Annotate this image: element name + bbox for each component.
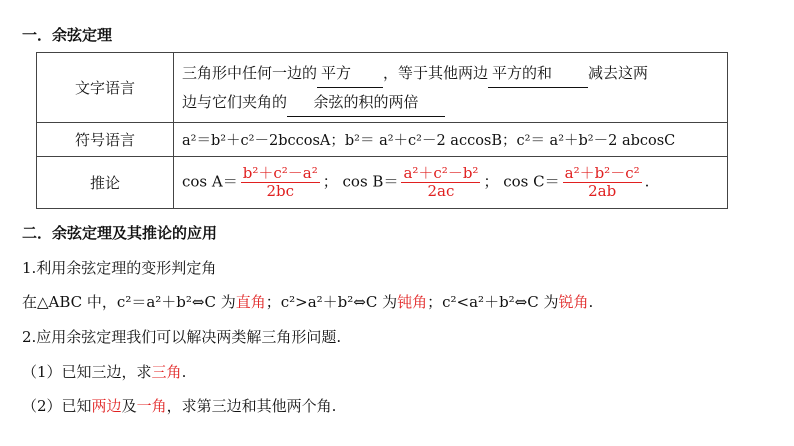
case2-mid: 及 (121, 397, 137, 415)
row-label: 符号语言 (37, 123, 174, 157)
verbal-text-c: 减去这两 (588, 63, 649, 82)
verbal-text-d: 边与它们夹角的 (182, 92, 288, 111)
item2-title: 2.应用余弦定理我们可以解决两类解三角形问题. (22, 328, 342, 346)
cosA-denominator: 2bc (266, 182, 294, 200)
separator: ； (322, 172, 338, 191)
row-label: 文字语言 (37, 53, 174, 123)
section1-title: 一．余弦定理 (22, 26, 113, 44)
criteria-mid1: ；c²>a²＋b²⇔C 为 (265, 293, 398, 311)
criteria-mid2: ；c²<a²＋b²⇔C 为 (427, 293, 559, 311)
cosA-label: cos A＝ (182, 172, 238, 191)
cosine-law-table (36, 52, 728, 209)
cosB-numerator: a²＋c²－b² (403, 164, 479, 182)
verbal-statement (174, 53, 728, 123)
table-row-corollary (37, 157, 728, 209)
case1-pre: （1）已知三边，求 (22, 363, 152, 381)
cosC-numerator: a²＋b²－c² (564, 164, 640, 182)
item1-criteria (22, 291, 593, 312)
corollary-formulas (174, 157, 728, 209)
right-angle-answer: 直角 (235, 293, 266, 311)
symbolic-formula: a²＝b²＋c²－2bccosA；b²＝ a²＋c²－2 accosB；c²＝ a²＋b²－2 abcosC (174, 123, 728, 157)
verbal-text-a: 三角形中任何一边的 (182, 63, 318, 82)
case1-answer: 三角 (151, 363, 182, 381)
cosC-fraction (563, 165, 642, 200)
criteria-end: . (588, 293, 594, 311)
obtuse-angle-answer: 钝角 (397, 293, 428, 311)
cosB-label: cos B＝ (342, 172, 399, 191)
case2-line (22, 395, 336, 416)
cosC-label: cos C＝ (503, 172, 560, 191)
case1-line (22, 361, 186, 382)
case2-pre: （2）已知 (22, 397, 92, 415)
section2-title: 二．余弦定理及其推论的应用 (22, 224, 218, 242)
case2-answer-sides: 两边 (91, 397, 122, 415)
item1-title: 1.利用余弦定理的变形判定角 (22, 259, 217, 277)
cosA-fraction (241, 165, 320, 200)
end-period: . (644, 172, 650, 191)
cosC-denominator: 2ab (588, 182, 617, 200)
separator: ； (483, 172, 499, 191)
table-row-symbolic (37, 123, 728, 157)
cosA-numerator: b²＋c²－a² (242, 164, 318, 182)
criteria-pre: 在△ABC 中，c²＝a²＋b²⇔C 为 (22, 293, 236, 311)
blank-sum-of-squares: 平方的和 (488, 59, 588, 88)
table-row-verbal (37, 53, 728, 123)
blank-square: 平方 (317, 59, 383, 88)
case2-answer-angle: 一角 (136, 397, 167, 415)
verbal-text-b: ，等于其他两边 (383, 63, 489, 82)
case2-end: ，求第三边和其他两个角. (166, 397, 337, 415)
case1-end: . (181, 363, 187, 381)
cosB-fraction (401, 165, 480, 200)
row-label: 推论 (37, 157, 174, 209)
acute-angle-answer: 锐角 (558, 293, 589, 311)
cosB-denominator: 2ac (427, 182, 455, 200)
blank-twice-product: 余弦的积的两倍 (287, 88, 445, 117)
